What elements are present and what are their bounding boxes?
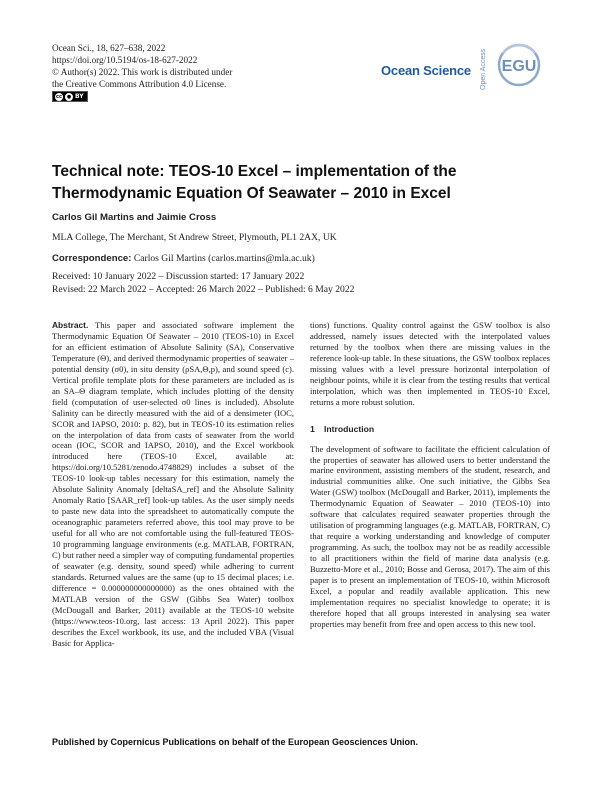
section-title: Introduction (324, 423, 375, 434)
copyright-line: © Author(s) 2022. This work is distributed under (52, 67, 233, 77)
section-number: 1 (310, 423, 315, 434)
cc-icon: cc (56, 93, 62, 100)
publisher-footer: Published by Copernicus Publications on behalf of the European Geosciences Union. (52, 737, 419, 747)
author-list: Carlos Gil Martins and Jaimie Cross (52, 212, 217, 223)
correspondence-label: Correspondence: (52, 253, 132, 264)
received-date: Received: 10 January 2022 – Discussion started: 17 January 2022 (52, 271, 305, 282)
journal-name: Ocean Science (381, 63, 471, 78)
by-person-icon: ● (66, 93, 72, 100)
correspondence-email[interactable]: Carlos Gil Martins (carlos.martins@mla.ac.uk) (131, 253, 315, 264)
abstract (52, 320, 294, 649)
affiliation: MLA College, The Merchant, St Andrew Street, Plymouth, PL1 2AX, UK (52, 232, 337, 243)
cc-license-badge[interactable] (52, 91, 88, 102)
doi-link[interactable]: https://doi.org/10.5194/os-18-627-2022 (52, 55, 198, 65)
right-column (310, 320, 550, 630)
egu-logo-icon (494, 42, 550, 88)
article-title: Technical note: TEOS-10 Excel – implementation of the Thermodynamic Equation Of Seawater – 2010 in Excel (52, 163, 457, 202)
introduction-text: The development of software to facilitate the efficient calculation of the properties of seawater has allowed users to better understand the marine environment, assisting members of the student, research, and industrial communities alike. One such initiative, the Gibbs Sea Water (GSW) toolbox (McDougall and Barker, 2011), implements the Thermodynamic Equation of Seawater – 2010 (TEOS-10) into software that calculates required seawater properties through the utilisation of programming languages (e.g. MATLAB, FORTRAN, C) that require a working understanding and knowledge of computer programming. As such, the toolbox may not be as readily accessible to all practitioners within the field of marine data analysis (e.g. Buzzetto-More et al., 2010; Bosse and Gerosa, 2017). The aim of this paper is to present an implementation of TEOS-10, within Microsoft Excel, a popular and readily available application. This new implementation requires no specialist knowledge to operate; it is therefore hoped that all groups interested in analysing sea water properties may benefit from free and open access to this new tool. (310, 443, 550, 629)
revised-date: Revised: 22 March 2022 – Accepted: 26 March 2022 – Published: 6 May 2022 (52, 283, 355, 295)
correspondence (52, 253, 315, 264)
abstract-text: This paper and associated software implement the Thermodynamic Equation Of Seawater – 2010 (TEOS-10) in Excel for an efficient estimation of Absolute Salinity (SA), Conservative Temperature (Θ), and derived thermodynamic properties of seawater – potential density (σ0), in situ density (ρSA,Θ,p), and sound speed (c). Vertical profile template plots for these parameters are included as is an SA–Θ diagram template, which includes plotting of the density field (computation of user-selected σ0 lines is included). Absolute Salinity can be directly measured with the aid of a densimeter (IOC, SCOR and IAPSO, 2010: p. 82), but in TEOS-10 its estimation relies on the interpolation of data from casts of seawater from the world ocean (IOC, SCOR and IAPSO, 2010), and the Excel workbook introduced here (TEOS-10 Excel, available at: https://doi.org/10.5281/zenodo.4748829) includes a subset of the TEOS-10 look-up tables necessary for this estimation, namely the Absolute Salinity Anomaly [deltaSA_ref] and the Absolute Salinity Anomaly Ratio [SAAR_ref] look-up tables. As the user simply needs to paste new data into the spreadsheet to automatically compute the oceanographic parameters referred above, this tool may prove to be useful for all who are not comfortable using the full-featured TEOS-10 programming language environments (e.g. MATLAB, FORTRAN, C) but rather need a simpler way of computing fundamental properties of seawater (e.g. density, sound speed) while adhering to current standards. Returned values are the same (up to 15 decimal places; i.e. difference = 0.000000000000000) as the ones obtained with the MATLAB version of the GSW (Gibbs Sea Water) toolbox (McDougall and Barker, 2011) available at the TEOS-10 website (https://www.teos-10.org, last access: 13 April 2022). This paper describes the Excel workbook, its use, and the included VBA (Visual Basic for Applica- (52, 320, 294, 648)
journal-citation: Ocean Sci., 18, 627–638, 2022 (52, 43, 166, 53)
citation-block (52, 42, 302, 102)
abstract-label: Abstract. (52, 320, 89, 330)
open-access-text: Open Access (480, 48, 487, 90)
publication-dates (52, 271, 354, 296)
cc-badge-label: BY (75, 92, 84, 100)
egu-logo-text: EGU (501, 58, 537, 75)
abstract-continuation: tions) functions. Quality control against the GSW toolbox is also addressed, namely issues detected with the interpolated values returned by the toolbox when there are missing values in the reference look-up table. In these situations, the GSW toolbox replaces missing values with a level pressure horizontal interpolation of neighbour points, while it is clear from the testing results that vertical interpolation, which was then implemented in TEOS-10 Excel, returns a more robust solution. (310, 320, 550, 407)
section-heading-introduction (310, 424, 550, 435)
open-access-label (480, 42, 492, 90)
license-line: the Creative Commons Attribution 4.0 License. (52, 79, 227, 89)
